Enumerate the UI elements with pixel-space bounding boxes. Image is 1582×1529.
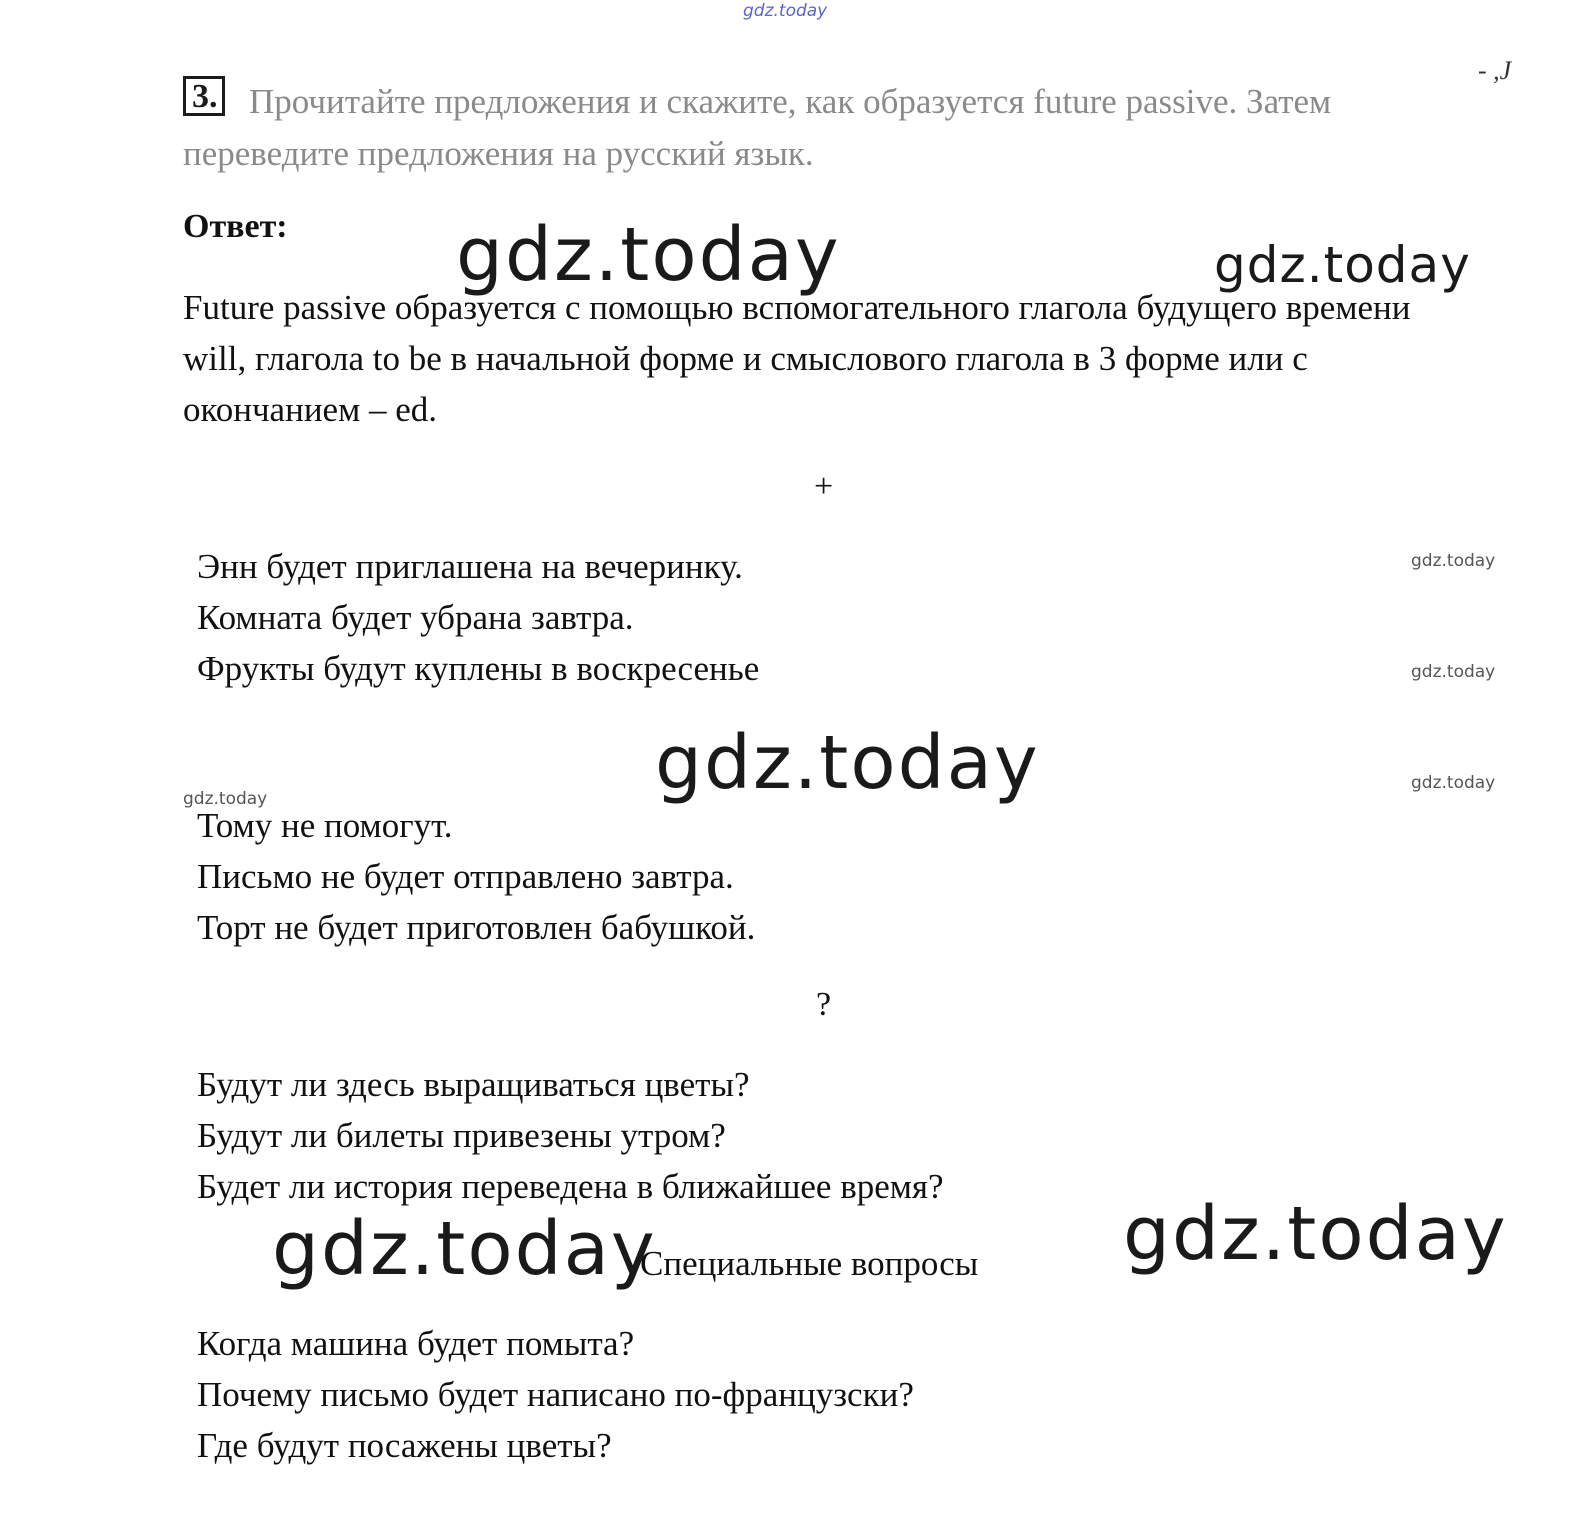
question-line: Будут ли билеты привезены утром? <box>197 1116 726 1155</box>
affirmative-line: Энн будет приглашена на вечеринку. <box>197 547 743 586</box>
affirmative-line: Комната будет убрана завтра. <box>197 598 634 637</box>
answer-label: Ответ: <box>183 208 288 245</box>
watermark-small-2: gdz.today <box>1411 662 1496 682</box>
task-instruction: Прочитайте предложения и скажите, как образуется future passive. Затем переведите предложения на русский язык. <box>183 82 1332 173</box>
watermark-large-3: gdz.today <box>272 1206 657 1292</box>
answer-explanation: Future passive образуется с помощью вспомогательного глагола будущего времени will, глагола to be в начальной форме и смыслового глагола в 3 форме или с окончанием – ed. <box>183 288 1411 429</box>
affirmative-line: Фрукты будут куплены в воскресенье <box>197 649 760 688</box>
watermark-medium-1: gdz.today <box>1214 236 1471 294</box>
special-question-line: Где будут посажены цветы? <box>197 1426 612 1465</box>
negative-line: Тому не помогут. <box>197 806 453 845</box>
watermark-small-1: gdz.today <box>1411 551 1496 571</box>
watermark-large-4: gdz.today <box>1123 1191 1508 1277</box>
watermark-small-3: gdz.today <box>1411 773 1496 793</box>
task-number: 3. <box>183 76 225 116</box>
negative-line: Письмо не будет отправлено завтра. <box>197 857 734 896</box>
special-questions-title: Специальные вопросы <box>640 1244 979 1283</box>
watermark-large-1: gdz.today <box>456 212 841 298</box>
question-line: Будет ли история переведена в ближайшее время? <box>197 1167 944 1206</box>
watermark-small-4: gdz.today <box>183 789 268 809</box>
question-line: Будут ли здесь выращиваться цветы? <box>197 1065 750 1104</box>
negative-line: Торт не будет приготовлен бабушкой. <box>197 908 756 947</box>
watermark-large-2: gdz.today <box>655 720 1040 806</box>
special-question-line: Почему письмо будет написано по-французски? <box>197 1375 914 1414</box>
watermark-top: gdz.today <box>743 1 828 21</box>
affirmative-symbol: + <box>814 468 834 505</box>
question-symbol: ? <box>816 986 832 1023</box>
corner-mark: - ,J <box>1478 56 1512 85</box>
special-question-line: Когда машина будет помыта? <box>197 1324 635 1363</box>
